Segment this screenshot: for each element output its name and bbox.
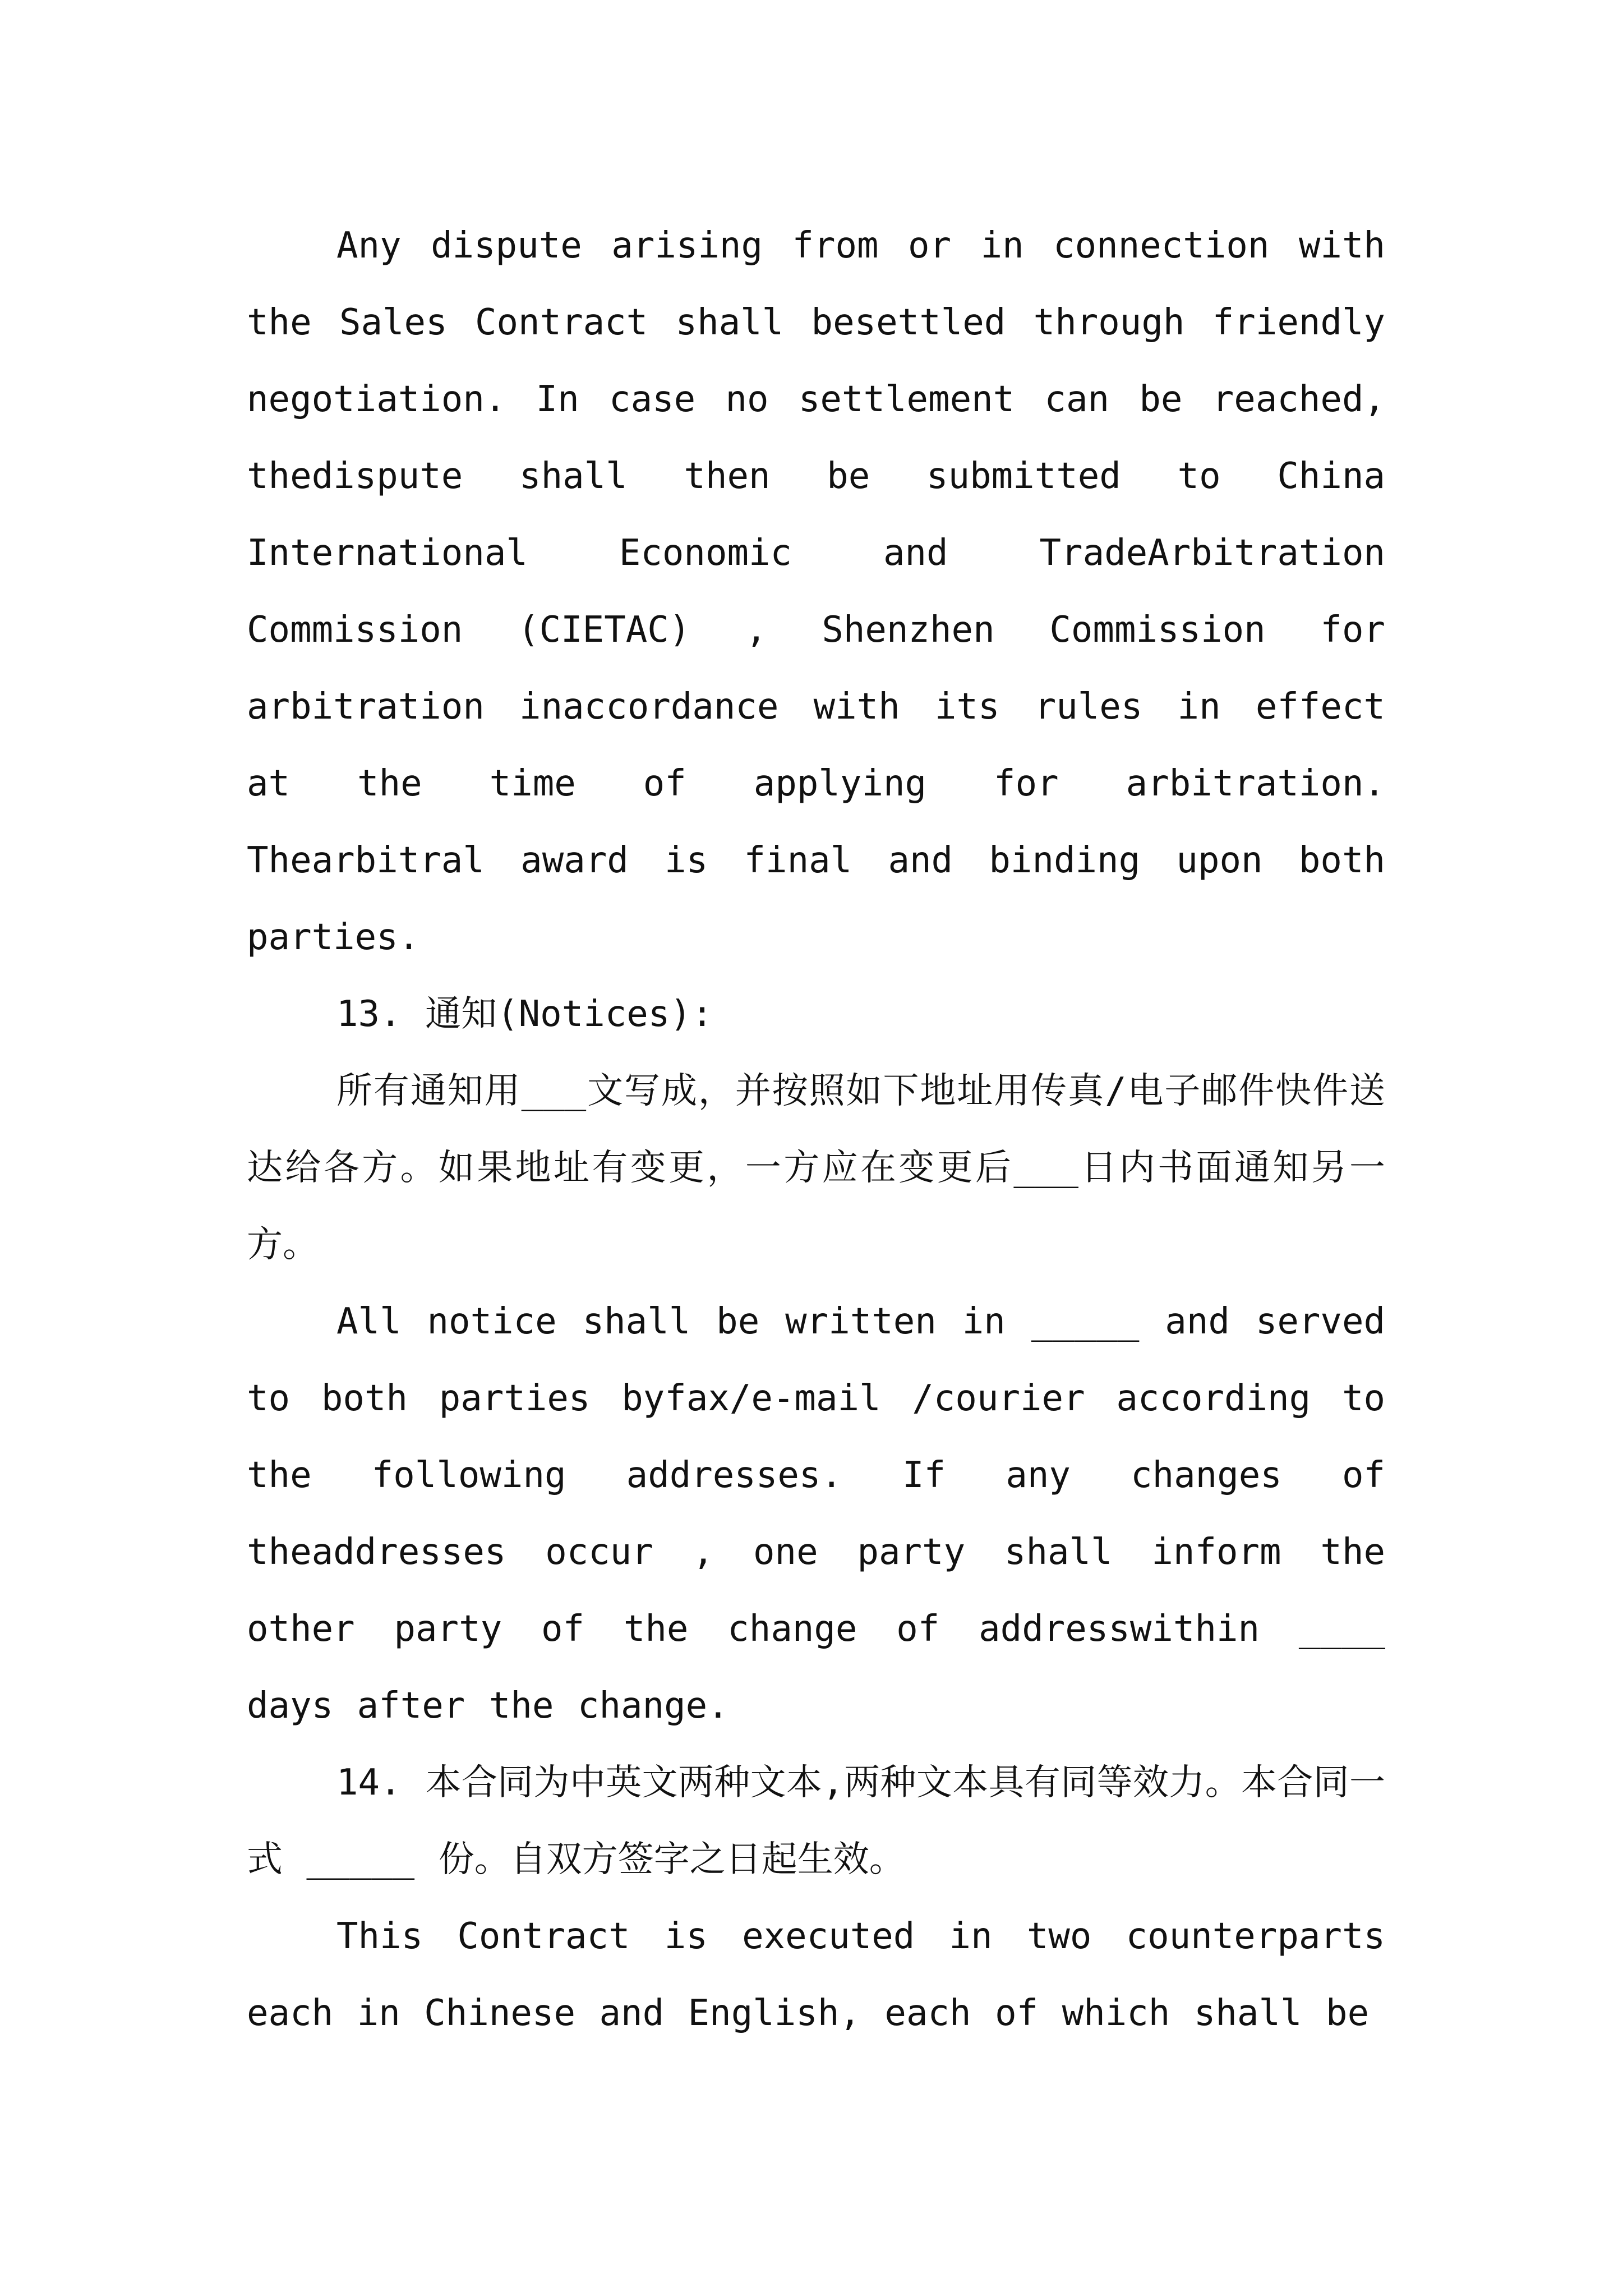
counterparts-clause-chinese: 14. 本合同为中英文两种文本,两种文本具有同等效力。本合同一式 _____ 份。自双方签字之日起生效。 [247,1762,1385,1880]
document-body [247,208,1385,2052]
notices-clause-chinese: 所有通知用___文写成，并按照如下地址用传真/电子邮件快件送达给各方。如果地址有变更，一方应在变更后___日内书面通知另一方。 [247,1070,1385,1266]
notices-clause-english: All notice shall be written in _____ and served to both parties byfax/e-mail /courier according to the following addresses. If any changes of theaddresses occur , one party shall inform the other party of the change of addresswithin ____ days after the change. [247,1301,1385,1727]
counterparts-clause-english: This Contract is executed in two counterparts each in Chinese and English, each of which shall be [247,1916,1385,2034]
arbitration-clause-english: Any dispute arising from or in connection with the Sales Contract shall besettled through friendly negotiation. In case no settlement can be reached, thedispute shall then be submitted to China International Economic and TradeArbitration Commission (CIETAC) , Shenzhen Commission for arbitration inaccordance with its rules in effect at the time of applying for arbitration. Thearbitral award is final and binding upon both parties. [247,225,1385,958]
notices-section-heading: 13. 通知(Notices): [336,993,713,1035]
